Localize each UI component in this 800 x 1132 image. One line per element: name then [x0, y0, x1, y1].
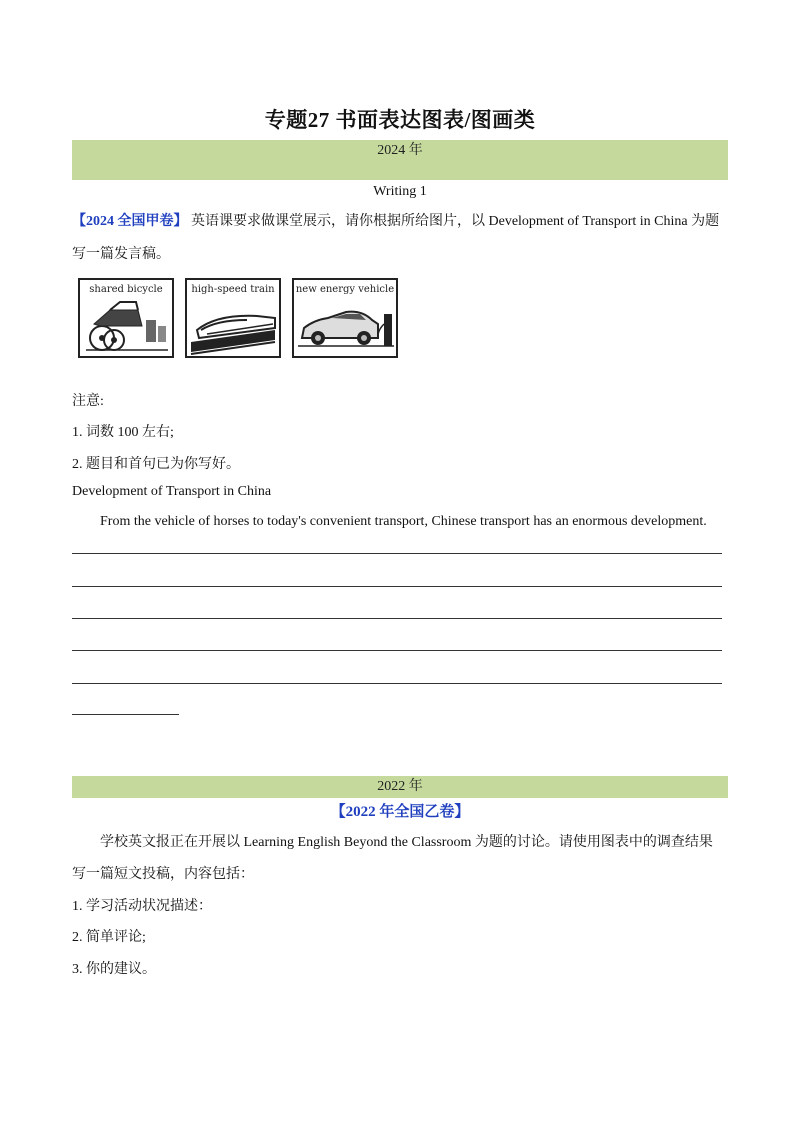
- shared-bicycle-picture: [78, 278, 174, 358]
- new-energy-vehicle-label: new energy vehicle: [295, 284, 395, 295]
- high-speed-train-label: high-speed train: [191, 284, 275, 295]
- answer-line-3: [72, 618, 722, 619]
- shared-bicycle-label: shared bicycle: [89, 284, 163, 295]
- answer-line-2: [72, 586, 722, 587]
- year-banner-2024: 2024 年: [72, 140, 728, 180]
- new-energy-vehicle-picture: [292, 278, 398, 358]
- answer-line-5: [72, 683, 722, 684]
- year-banner-2022: 2022 年: [72, 776, 728, 798]
- prompt-2022-line-2: 写一篇短文投稿，内容包括：: [72, 867, 254, 882]
- answer-line-1: [72, 553, 722, 554]
- exam-tag-2024: 【2024 全国甲卷】: [72, 214, 188, 229]
- prompt-2022-line-1: 学校英文报正在开展以 Learning English Beyond the Classroom 为题的讨论。请使用图表中的调查结果: [100, 835, 713, 850]
- prompt-paragraph-2024: [72, 211, 732, 233]
- note-given-title: 2. 题目和首句已为你写好。: [72, 457, 240, 472]
- essay-first-sentence: From the vehicle of horses to today's convenient transport, Chinese transport has an enormous development.: [100, 514, 707, 529]
- car-illustration: [294, 280, 396, 356]
- page-title: 专题27 书面表达图表/图画类: [264, 108, 536, 132]
- note-word-count: 1. 词数 100 左右;: [72, 425, 174, 440]
- exam-tag-2022: 【2022 年全国乙卷】: [330, 804, 470, 820]
- prompt-line-1: 英语课要求做课堂展示，请你根据所给图片，以 Development of Transport in China 为题: [187, 214, 720, 229]
- notes-heading: 注意:: [72, 394, 104, 409]
- essay-title: Development of Transport in China: [72, 484, 272, 499]
- answer-line-4: [72, 650, 722, 651]
- answer-line-6: [72, 714, 179, 715]
- requirement-item-3: 3. 你的建议。: [72, 962, 156, 977]
- requirement-item-2: 2. 简单评论;: [72, 930, 146, 945]
- train-illustration: [187, 280, 279, 356]
- prompt-line-2: 写一篇发言稿。: [72, 247, 170, 262]
- carriage-illustration: [80, 280, 172, 356]
- writing-label: Writing 1: [373, 184, 427, 199]
- requirement-item-1: 1. 学习活动状况描述：: [72, 899, 212, 914]
- high-speed-train-picture: [185, 278, 281, 358]
